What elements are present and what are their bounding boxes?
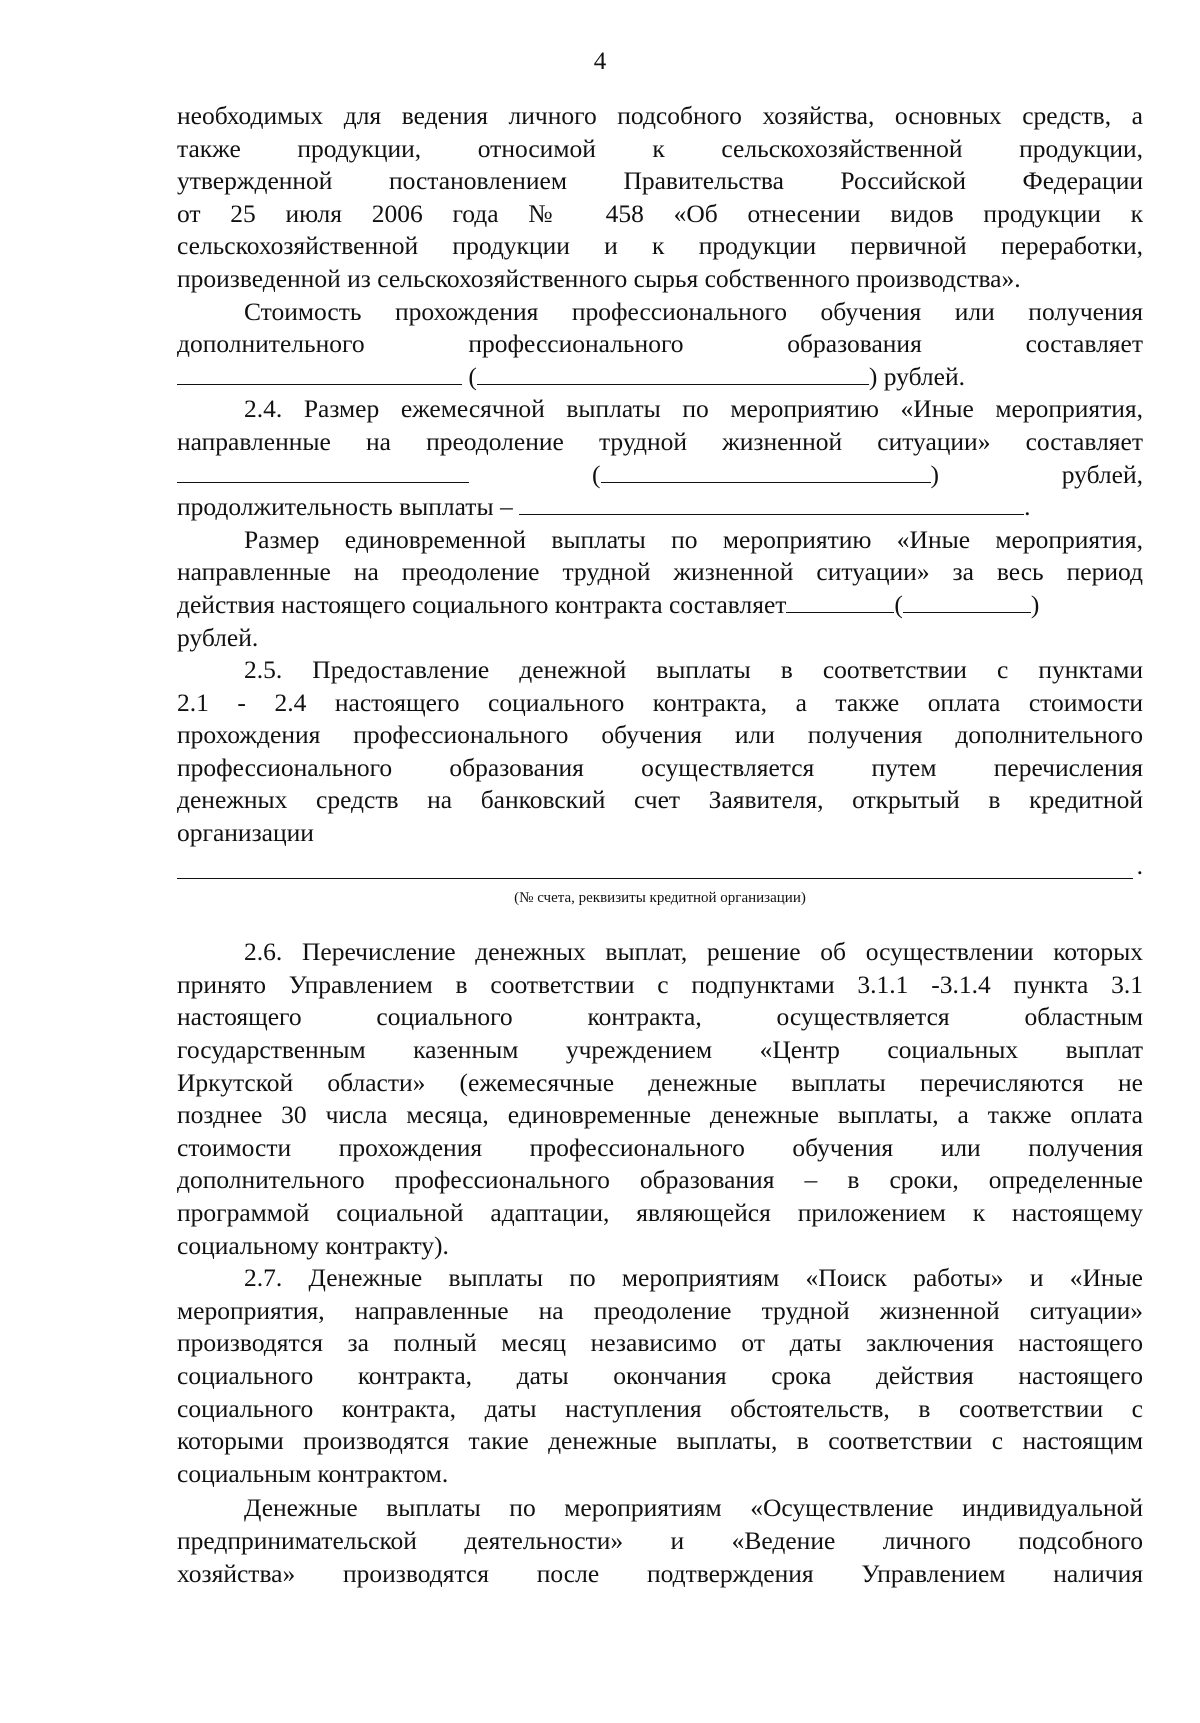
text-line: программой социальной адаптации, являющейся приложением к настоящему [177,1198,1143,1227]
text-line: мероприятия, направленные на преодоление трудной жизненной ситуации» [177,1295,1143,1325]
text-line: 2.1 - 2.4 настоящего социального контракта, а также оплата стоимости [177,687,1143,717]
paragraph-continuation [177,100,1143,296]
monthly-amount-words [592,459,939,492]
bank-account-fill-line [177,850,1143,883]
text-line: 2.4. Размер ежемесячной выплаты по мероприятию «Иные мероприятия, [244,394,1143,424]
page-number: 4 [593,48,607,75]
text-line: государственным казенным учреждением «Центр социальных выплат [177,1035,1143,1065]
text-line: утвержденной постановлением Правительства Российской Федерации [177,166,1143,196]
text-line: социальным контрактом. [177,1458,449,1488]
paragraph-business-payments [177,1492,1143,1590]
paragraph-2-6 [177,936,1143,1262]
monthly-amount-words-blank[interactable] [601,460,931,483]
open-paren: ( [468,361,477,391]
monthly-amount-blank[interactable] [177,460,469,483]
text-line: которыми производятся такие денежные выплаты, в соответствии с настоящим [177,1426,1143,1456]
text-line: хозяйства» производятся после подтверждения Управлением наличия [177,1558,1143,1588]
text-line: дополнительного профессионального образования – в сроки, определенные [177,1165,1143,1195]
close-paren: ) [1030,589,1040,619]
text-line: Денежные выплаты по мероприятиям «Осуществление индивидуальной [244,1493,1143,1523]
document-body [177,100,1143,1590]
text-line: 2.6. Перечисление денежных выплат, решение об осуществлении которых [244,937,1143,967]
text-line: социального контракта, даты наступления обстоятельств, в соответствии с [177,1393,1143,1423]
text-line: направленные на преодоление трудной жизненной ситуации» за весь период [177,557,1143,587]
lump-sum-fill-line [177,589,1143,622]
text-line: произведенной из сельскохозяйственного сырья собственного производства». [177,263,1021,293]
close-paren: ) [930,459,939,489]
paragraph-lump-sum [177,524,1143,654]
text-line: 2.5. Предоставление денежной выплаты в соответствии с пунктами [244,655,1143,685]
text-line: необходимых для ведения личного подсобного хозяйства, основных средств, а [177,101,1143,130]
training-cost-fill-line [177,361,1143,394]
paragraph-training-cost [177,296,1143,394]
period: . [1024,492,1031,522]
rubles-label: ) рублей. [868,361,965,391]
bank-account-caption: (№ счета, реквизиты кредитной организации) [514,890,806,907]
lump-sum-label: действия настоящего социального контракта составляет [177,589,787,619]
paragraph-2-7 [177,1262,1143,1490]
text-line: прохождения профессионального обучения или получения дополнительного [177,720,1143,750]
text-line: предпринимательской деятельности» и «Ведение личного подсобного [177,1525,1143,1555]
lump-sum-blank[interactable] [786,590,894,613]
text-line: позднее 30 числа месяца, единовременные денежные выплаты, а также оплата [177,1100,1143,1130]
text-line: социального контракта, даты окончания срока действия настоящего [177,1360,1143,1390]
text-line: от 25 июля 2006 года № 458 «Об отнесении видов продукции к [177,198,1143,228]
amount-blank[interactable] [177,362,462,385]
text-line: 2.7. Денежные выплаты по мероприятиям «Поиск работы» и «Иные [244,1263,1143,1293]
text-line: Размер единовременной выплаты по мероприятию «Иные мероприятия, [244,524,1143,554]
text-line: денежных средств на банковский счет Заявителя, открытый в кредитной [177,785,1143,815]
text-line: сельскохозяйственной продукции и к продукции первичной переработки, [177,231,1143,261]
lump-sum-words-blank[interactable] [903,590,1031,613]
text-line: стоимости прохождения профессионального обучения или получения [177,1132,1143,1162]
amount-words-blank[interactable] [477,362,869,385]
text-line: принято Управлением в соответствии с подпунктами 3.1.1 -3.1.4 пункта 3.1 [177,969,1143,999]
bank-account-blank[interactable] [177,856,1133,879]
duration-label: продолжительность выплаты – [177,492,513,522]
monthly-amount-fill-line [177,459,1143,492]
text-line: также продукции, относимой к сельскохозяйственной продукции, [177,133,1143,163]
text-line: социальному контракту). [177,1230,449,1260]
text-line: дополнительного профессионального образования составляет [177,329,1143,359]
period: . [1136,850,1143,880]
spacer [177,908,1143,936]
open-paren: ( [592,459,601,489]
text-line: настоящего социального контракта, осуществляется областным [177,1002,1143,1032]
text-line: производятся за полный месяц независимо от даты заключения настоящего [177,1328,1143,1358]
text-line: профессионального образования осуществляется путем перечисления [177,752,1143,782]
rubles-label: рублей, [1061,459,1143,489]
duration-fill-line [177,491,1143,524]
open-paren: ( [894,589,903,619]
text-line: Иркутской области» (ежемесячные денежные выплаты перечисляются не [177,1067,1143,1097]
text-line: направленные на преодоление трудной жизненной ситуации» составляет [177,426,1143,456]
text-line: Стоимость прохождения профессионального обучения или получения [244,296,1143,326]
text-line: рублей. [177,622,259,652]
paragraph-2-4 [177,393,1143,523]
text-line: организации [177,818,314,848]
duration-blank[interactable] [519,492,1024,515]
paragraph-2-5 [177,654,1143,908]
